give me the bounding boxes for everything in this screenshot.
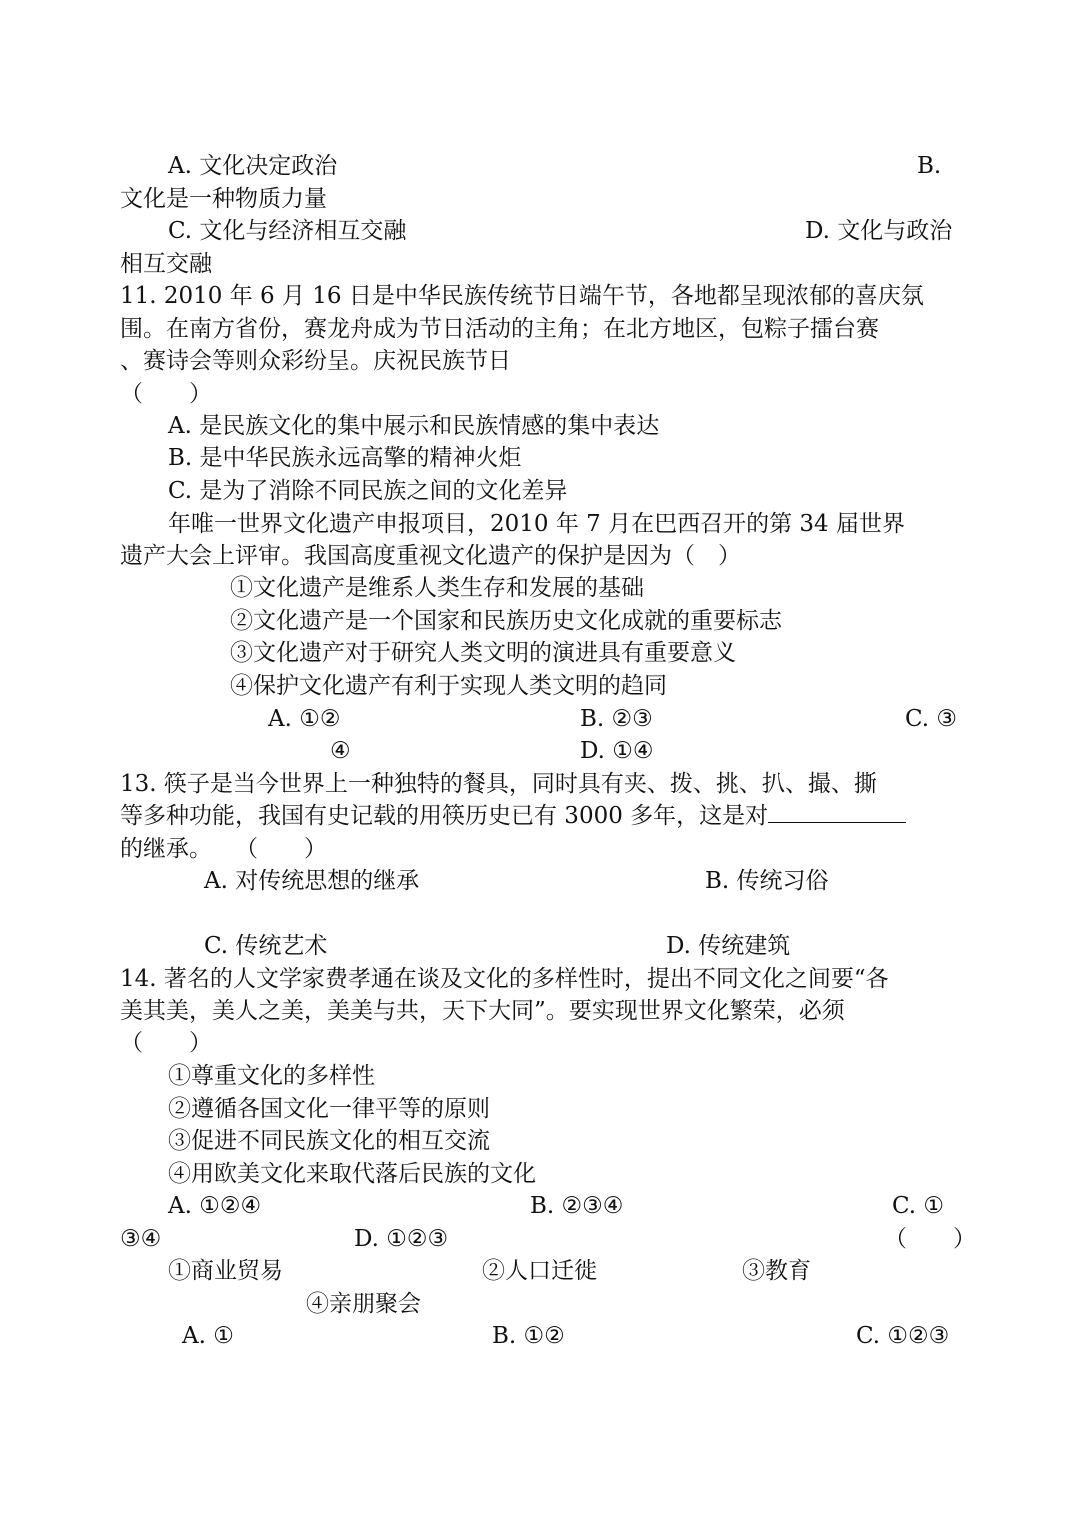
q13-stem-line3: 的继承。 （ ） — [120, 836, 327, 862]
q10-option-b-letter: B. — [917, 153, 942, 179]
q12-item-3: ③文化遗产对于研究人类文明的演进具有重要意义 — [230, 640, 736, 666]
q12-option-d: D. ①④ — [580, 738, 654, 764]
q14-item-4: ④用欧美文化来取代落后民族的文化 — [168, 1161, 536, 1187]
q14-item-3: ③促进不同民族文化的相互交流 — [168, 1128, 490, 1154]
q13-stem-line1: 13. 筷子是当今世界上一种独特的餐具，同时具有夹、拨、挑、扒、撮、撕 — [120, 771, 877, 797]
q14-stem-line2: 美其美，美人之美，美美与共，天下大同”。要实现世界文化繁荣，必须 — [120, 998, 845, 1024]
q11-option-a: A. 是民族文化的集中展示和民族情感的集中表达 — [168, 413, 660, 439]
q12-stem-line1: 年唯一世界文化遗产申报项目，2010 年 7 月在巴西召开的第 34 届世界 — [168, 511, 905, 537]
q12-option-c-continued: ④ — [330, 738, 351, 764]
q15-answer-bracket: （ ） — [884, 1226, 976, 1252]
fill-in-blank — [768, 800, 906, 823]
q13-option-a: A. 对传统思想的继承 — [204, 868, 420, 894]
q15-item-3: ③教育 — [742, 1258, 811, 1284]
q15-option-a: A. ① — [182, 1323, 234, 1349]
q11-answer-bracket: （ ） — [120, 381, 212, 407]
q11-stem-line1: 11. 2010 年 6 月 16 日是中华民族传统节日端午节，各地都呈现浓郁的喜庆氛 — [120, 283, 924, 309]
q14-item-2: ②遵循各国文化一律平等的原则 — [168, 1096, 490, 1122]
q11-option-b: B. 是中华民族永远高擎的精神火炬 — [168, 445, 522, 471]
q15-item-1: ①商业贸易 — [168, 1258, 283, 1284]
q14-option-c-continued: ③④ — [120, 1226, 162, 1252]
q10-option-b-text: 文化是一种物质力量 — [120, 186, 327, 212]
q14-option-b: B. ②③④ — [530, 1193, 624, 1219]
q13-option-c: C. 传统艺术 — [204, 933, 328, 959]
q12-item-2: ②文化遗产是一个国家和民族历史文化成就的重要标志 — [230, 608, 782, 634]
q15-option-c: C. ①②③ — [856, 1323, 950, 1349]
q10-option-d: D. 文化与政治 — [805, 218, 953, 244]
q10-option-c: C. 文化与经济相互交融 — [168, 218, 407, 244]
q13-option-b: B. 传统习俗 — [705, 868, 829, 894]
q13-stem-line2 — [120, 800, 906, 832]
q12-item-4: ④保护文化遗产有利于实现人类文明的趋同 — [230, 673, 667, 699]
q11-stem-line2: 围。在南方省份，赛龙舟成为节日活动的主角；在北方地区，包粽子擂台赛 — [120, 316, 879, 342]
q11-option-c: C. 是为了消除不同民族之间的文化差异 — [168, 478, 568, 504]
q12-option-b: B. ②③ — [580, 706, 653, 732]
q12-stem-line2: 遗产大会上评审。我国高度重视文化遗产的保护是因为（ ） — [120, 543, 741, 569]
q14-option-d: D. ①②③ — [354, 1226, 449, 1252]
q12-item-1: ①文化遗产是维系人类生存和发展的基础 — [230, 575, 644, 601]
q15-item-2: ②人口迁徙 — [482, 1258, 597, 1284]
q12-option-c: C. ③ — [905, 706, 958, 732]
q10-option-a: A. 文化决定政治 — [168, 153, 338, 179]
q15-option-b: B. ①② — [492, 1323, 565, 1349]
q14-option-a: A. ①②④ — [168, 1193, 262, 1219]
q15-item-4: ④亲朋聚会 — [306, 1291, 421, 1317]
q11-stem-line3: 、赛诗会等则众彩纷呈。庆祝民族节日 — [120, 348, 511, 374]
q14-item-1: ①尊重文化的多样性 — [168, 1063, 375, 1089]
q14-stem-line1: 14. 著名的人文学家费孝通在谈及文化的多样性时，提出不同文化之间要“各 — [120, 966, 889, 992]
q12-option-a: A. ①② — [268, 706, 341, 732]
q13-option-d: D. 传统建筑 — [666, 933, 791, 959]
q14-answer-bracket: （ ） — [120, 1030, 212, 1056]
q10-option-d-continued: 相互交融 — [120, 251, 212, 277]
q14-option-c: C. ① — [892, 1193, 945, 1219]
q13-stem-line2-text: 等多种功能，我国有史记载的用筷历史已有 3000 多年，这是对 — [120, 803, 769, 829]
